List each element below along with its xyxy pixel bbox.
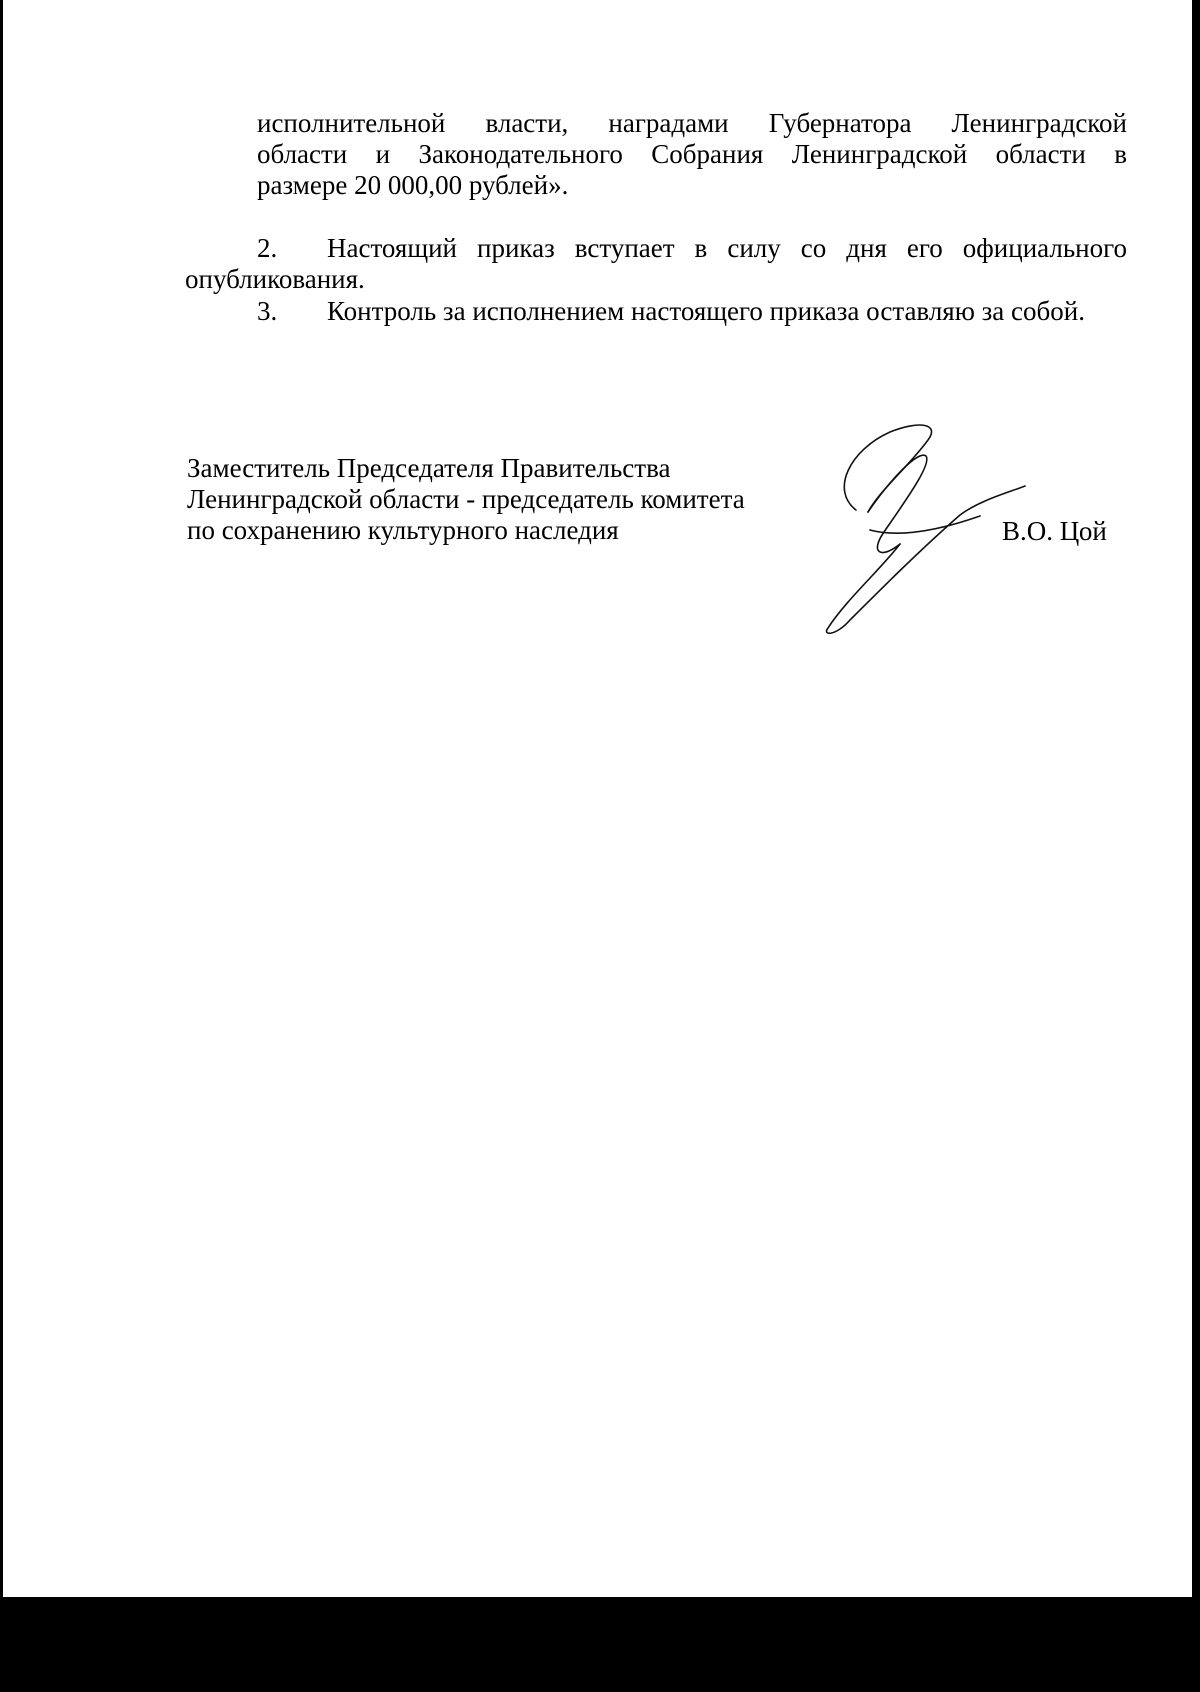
- list-item-3: [257, 296, 1157, 327]
- signatory-position-line-1: Заместитель Председателя Правительства: [187, 453, 671, 483]
- item-2-text-line-1: Настоящий приказ вступает в силу со дня его официального: [327, 233, 1127, 263]
- continuation-line-1: исполнительной власти, наградами Губернатора Ленинградской: [257, 108, 1127, 138]
- item-3-text: Контроль за исполнением настоящего приказа оставляю за собой.: [327, 296, 1085, 326]
- item-2-first-line: [185, 233, 1127, 264]
- handwritten-signature: [810, 420, 1030, 640]
- continuation-line-3: размере 20 000,00 рублей».: [257, 170, 569, 200]
- scan-edge-bottom: [0, 1597, 1200, 1692]
- signature-stroke-body: [868, 455, 927, 552]
- continuation-line-2: области и Законодательного Собрания Ленинградской области в: [257, 139, 1127, 169]
- item-3-number: 3.: [257, 296, 278, 326]
- signatory-position-line-3: по сохранению культурного наследия: [187, 515, 619, 545]
- list-item-2: [185, 233, 1127, 295]
- scan-edge-right: [1192, 0, 1200, 1692]
- signature-stroke-loop: [844, 425, 931, 512]
- paragraph-continuation: [257, 108, 1127, 201]
- item-2-number: 2.: [257, 233, 278, 263]
- signature-stroke-cross: [870, 516, 980, 533]
- item-2-text-line-2: опубликования.: [185, 264, 365, 294]
- signature-stroke-tail: [827, 486, 1025, 633]
- signatory-position-line-2: Ленинградской области - председатель комитета: [187, 484, 745, 514]
- scan-edge-left: [0, 0, 3, 1692]
- signatory-position: [187, 453, 745, 546]
- signatory-name: В.О. Цой: [1002, 516, 1107, 546]
